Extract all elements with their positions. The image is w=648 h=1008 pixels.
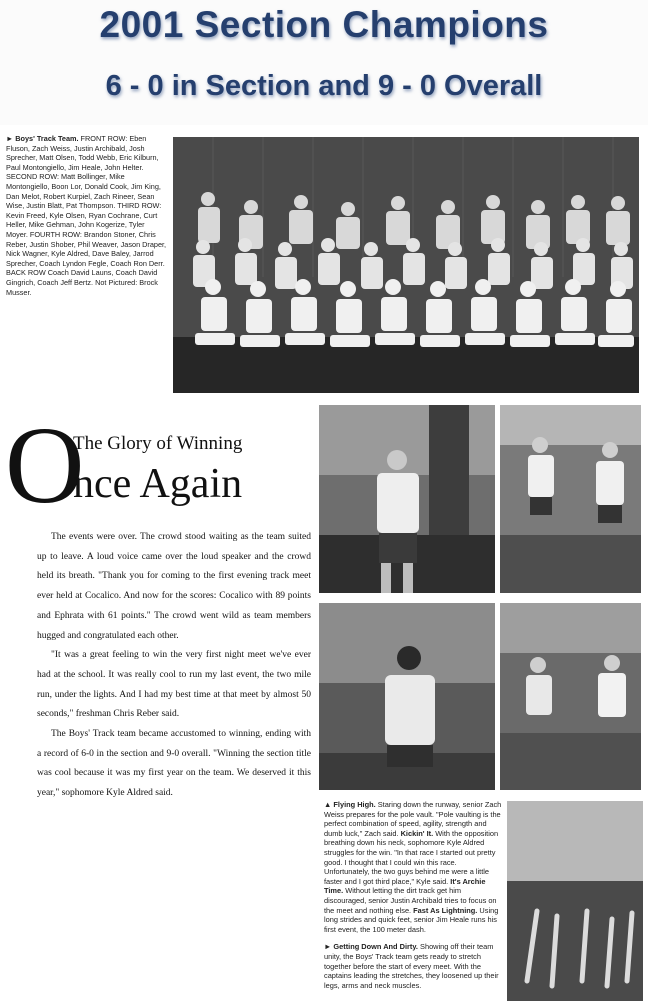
team-caption-lead: Boys' Track Team. bbox=[15, 134, 79, 143]
story-kicker: The Glory of Winning bbox=[73, 433, 243, 454]
caption-lead: Flying High. bbox=[333, 800, 376, 809]
caption-text: Showing off their team unity, the Boys' Track team gets ready to stretch together before the start of every meet. With the captains leading the stretches, they loosened up their legs, arms and neck muscles. bbox=[324, 942, 499, 990]
caption-arrow-icon: ▲ bbox=[324, 800, 332, 809]
caption-lead: Getting Down And Dirty. bbox=[333, 942, 418, 952]
caption-arrow-icon: ► bbox=[324, 942, 332, 952]
story-headline: nce Again bbox=[73, 461, 243, 507]
caption-text: Without letting the dirt track get him discouraged, senior Justin Archibald tries to focus on the meet and nothing else. bbox=[324, 886, 497, 915]
caption-block-2 bbox=[324, 942, 502, 990]
heading-drop-letter: O bbox=[5, 404, 85, 526]
caption-lead: Fast As Lightning. bbox=[413, 905, 478, 915]
caption-text: Staring down the runway, senior Zach Weiss prepares for the pole vault. "Pole vaulting is the perfect combination of speed, agility, strength and dumb luck," Zach said. bbox=[324, 800, 502, 838]
caption-lead: Kickin' It. bbox=[400, 828, 434, 838]
team-photo bbox=[173, 137, 639, 393]
photo-archie-time bbox=[319, 603, 495, 790]
story-paragraph: The Boys' Track team became accustomed to winning, ending with a record of 6-0 in the section and 9-0 overall. "Winning the section title was cool because it was my first year on the team. We deserved it this year," sophomore Kyle Aldred said. bbox=[37, 729, 311, 799]
caption-arrow-icon: ► bbox=[6, 134, 14, 143]
photo-kickin-it bbox=[500, 405, 641, 593]
page-subtitle: 6 - 0 in Section and 9 - 0 Overall bbox=[105, 70, 543, 102]
team-photo-caption bbox=[6, 134, 168, 297]
team-caption-text: FRONT ROW: Eben Fluson, Zach Weiss, Justin Archibald, Josh Sprecher, Matt Olsen, Todd Webb, Eric Kilburn, Paul Montongiello, Jim Heale, John Helter. SECOND ROW: Matt Bollinger, Mike Montongiello, Boon Lor, Donald Cook, Jim King, Dan Melot, Robert Kurpiel, Zach Rineer, Sean Wise, Justin Blatt, Pat Thompson. THIRD ROW: Kevin Freed, Kyle Olsen, Ryan Cochrane, Curt Heller, Mike Gehman, John Kogerize, Tyler Moyer. FOURTH ROW: Brandon Stoner, Chris Reber, Justin Shober, Phil Weaver, Jason Draper, Nick Wagner, Kyle Aldred, Dave Baley, Jarrod Sprecher, Coach Lyndon Fegle, Coach Ron Derr. BACK ROW Coach David Launs, Coach David Gingrich, Coach Jeff Bertz. Not Pictured: Brock Musser. bbox=[6, 134, 167, 297]
photo-flying-high bbox=[319, 405, 495, 593]
caption-text: Using long strides and quick feet, senior Jim Heale runs his first event, the 100 meter dash. bbox=[324, 905, 499, 934]
caption-lead: It's Archie Time. bbox=[324, 876, 486, 896]
action-photo-captions bbox=[324, 800, 502, 998]
page-title: 2001 Section Champions bbox=[99, 4, 549, 45]
photo-getting-down-and-dirty bbox=[507, 801, 643, 1001]
caption-text: With the opposition breathing down his neck, sophomore Kyle Aldred struggles for the win. "In that race I started out pretty good. I thought that I could win this race. Unfortunately, the two guys behind me were a little faster and I got third place," Kyle said. bbox=[324, 828, 499, 886]
story-body bbox=[37, 528, 311, 804]
photo-fast-as-lightning bbox=[500, 603, 641, 790]
banner bbox=[0, 0, 648, 125]
story-paragraph: "It was a great feeling to win the very first night meet we've ever had at the school. It was really cool to run my last event, the two mile run, under the lights. And I had my best time at that meet by almost 50 seconds," freshman Chris Reber said. bbox=[37, 650, 311, 720]
caption-block-1 bbox=[324, 800, 502, 934]
story-paragraph: The events were over. The crowd stood waiting as the team suited up to leave. A loud voice came over the loud speaker and the crowd held its breath. "Thank you for coming to the first evening track meet ever held at Cocalico. And now for the scores: Cocalico with 89 points and Ephrata with 61 points." The crowd went wild as team members hugged and congratulated each other. bbox=[37, 532, 311, 641]
